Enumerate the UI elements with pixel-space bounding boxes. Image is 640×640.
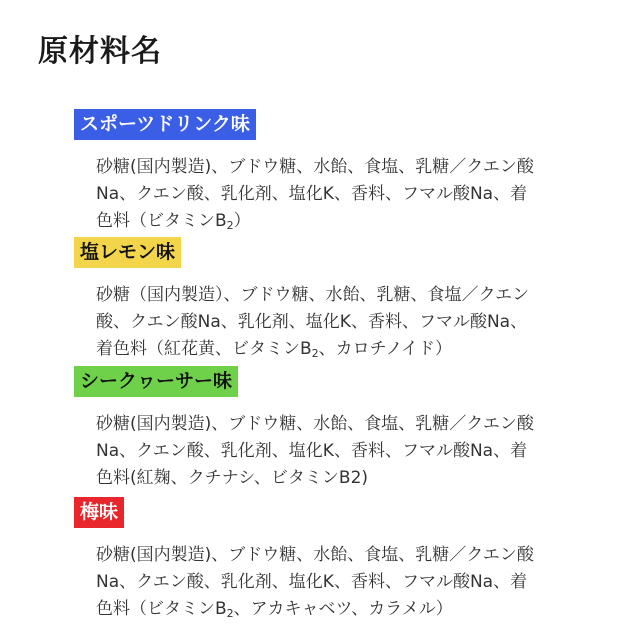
ingredients-line: 色料（ビタミン$B_2$、アカキャベツ、カラメル） xyxy=(96,599,453,620)
ingredients-text xyxy=(96,282,596,367)
ingredients-text xyxy=(96,154,596,239)
flavor-label: スポーツドリンク味 xyxy=(74,109,256,140)
flavor-section-sports-drink xyxy=(0,109,640,232)
ingredients-line: Na、クエン酸、乳化剤、塩化K、香料、フマル酸Na、着 xyxy=(96,184,528,204)
ingredients-line: 酸、クエン酸Na、乳化剤、塩化K、香料、フマル酸Na、 xyxy=(96,312,528,332)
flavor-section-ume xyxy=(0,497,640,620)
ingredients-line: 着色料（紅花黄、ビタミン$B_2$、カロチノイド） xyxy=(96,339,452,360)
ingredients-line: 色料（ビタミン$B_2$） xyxy=(96,211,251,232)
flavor-label: 塩レモン味 xyxy=(74,237,181,268)
ingredients-line: 砂糖(国内製造)、ブドウ糖、水飴、食塩、乳糖／クエン酸 xyxy=(96,157,534,177)
flavor-section-shikuwasa xyxy=(0,366,640,486)
ingredients-line: Na、クエン酸、乳化剤、塩化K、香料、フマル酸Na、着 xyxy=(96,572,528,592)
ingredients-line: 砂糖（国内製造）、ブドウ糖、水飴、乳糖、食塩／クエン xyxy=(96,285,530,305)
ingredients-line: Na、クエン酸、乳化剤、塩化K、香料、フマル酸Na、着 xyxy=(96,441,528,461)
flavor-label: シークヮーサー味 xyxy=(74,366,238,397)
flavor-section-salt-lemon xyxy=(0,237,640,360)
flavor-label: 梅味 xyxy=(74,497,124,528)
ingredients-line: 砂糖(国内製造)、ブドウ糖、水飴、食塩、乳糖／クエン酸 xyxy=(96,414,534,434)
ingredients-text xyxy=(96,542,596,627)
ingredients-text xyxy=(96,411,596,492)
page-title: 原材料名 xyxy=(38,34,162,69)
ingredients-line: 色料(紅麹、クチナシ、ビタミンB2) xyxy=(96,468,369,488)
ingredients-line: 砂糖(国内製造)、ブドウ糖、水飴、食塩、乳糖／クエン酸 xyxy=(96,545,534,565)
